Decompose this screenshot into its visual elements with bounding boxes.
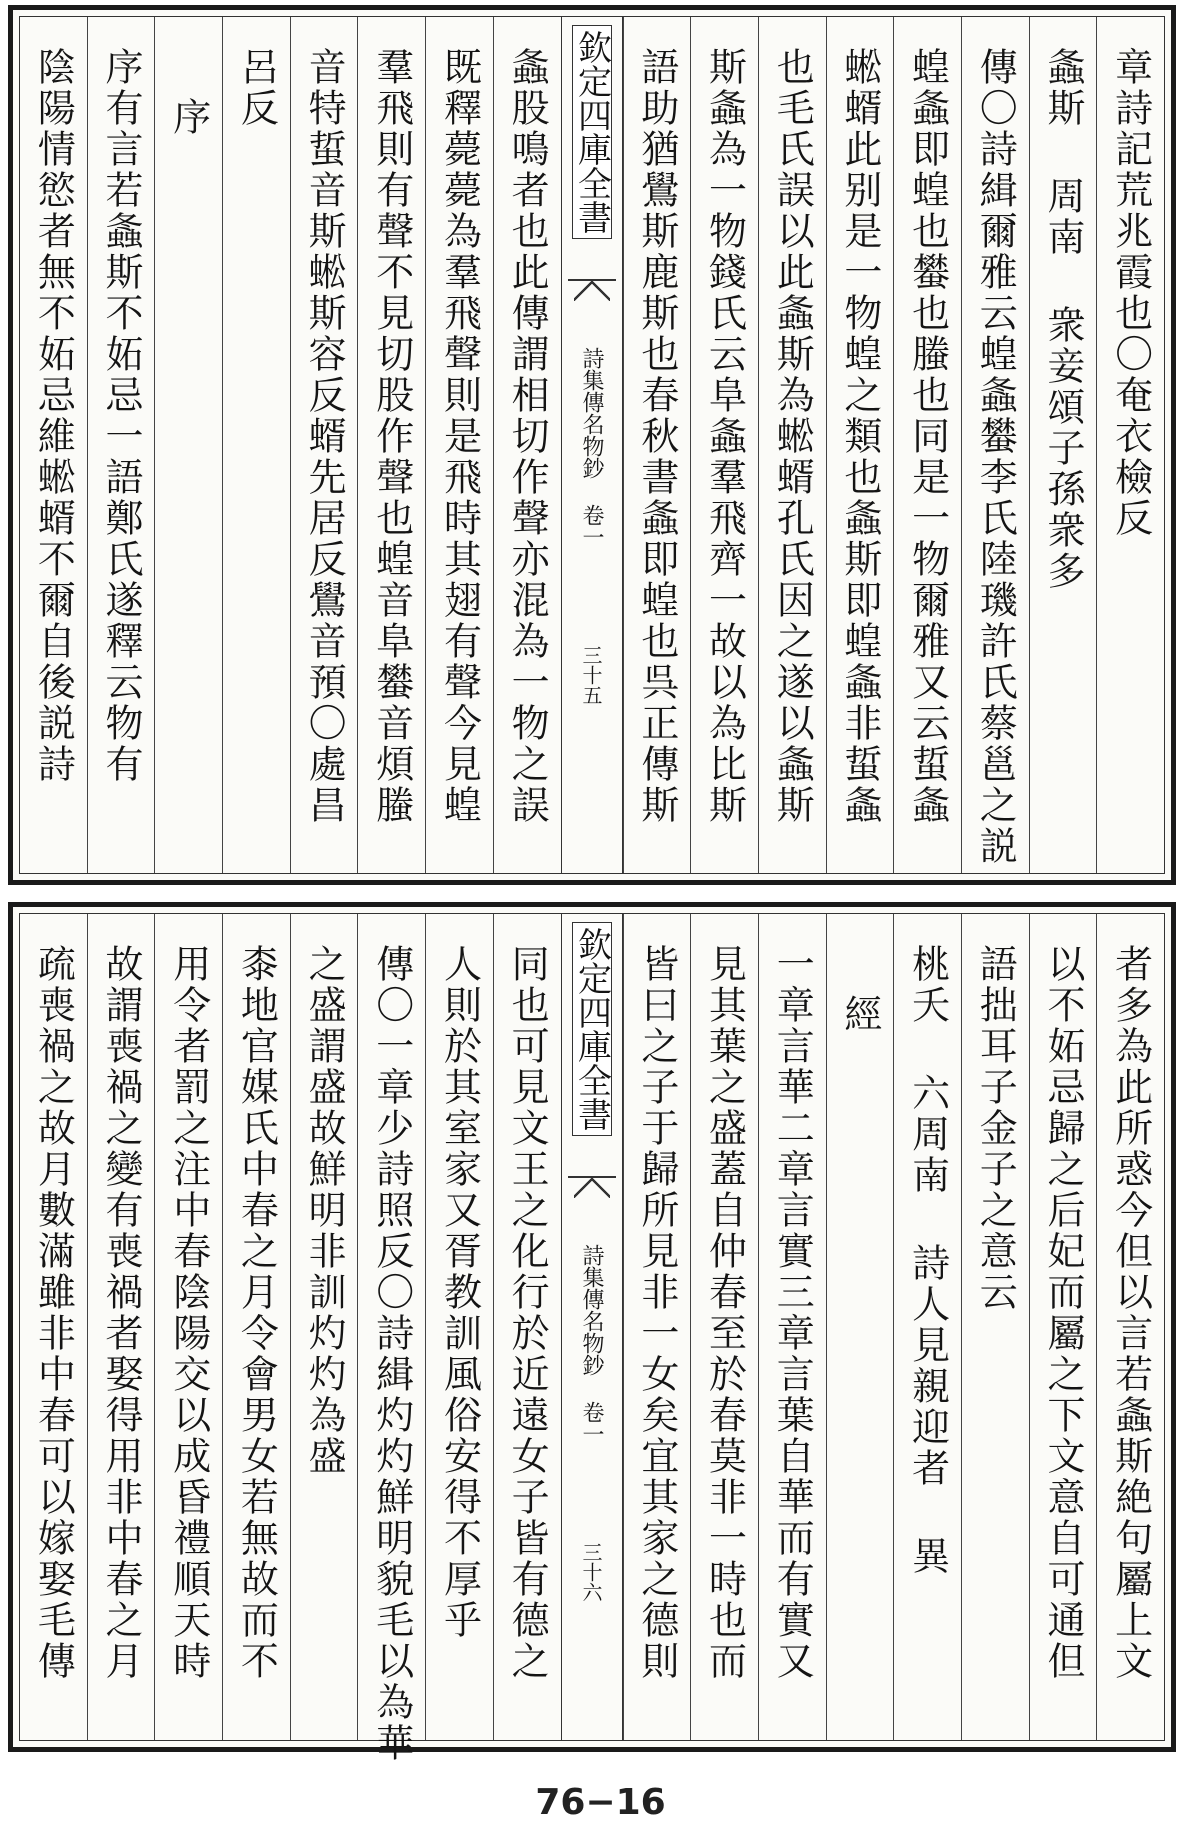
column-text: 也毛氏誤以此螽斯為蜙蝑孔氏因之遂以螽斯	[770, 47, 815, 826]
section-heading: 序	[166, 97, 211, 138]
column-text: 蜙蝑此别是一物蝗之類也螽斯即蝗螽非蜇螽	[837, 47, 882, 826]
text-column	[425, 914, 493, 1740]
column-text: 同也可見文王之化行於近遠女子皆有德之	[505, 944, 550, 1682]
column-text: 人則於其室家又胥教訓風俗安得不厚乎	[437, 944, 482, 1641]
text-column	[826, 17, 894, 873]
text-column	[623, 17, 691, 873]
column-text: 故謂喪禍之變有喪禍者娶得用非中春之月	[99, 944, 144, 1682]
text-column	[87, 914, 155, 1740]
section-heading: 經	[837, 994, 882, 1035]
text-column	[290, 914, 358, 1740]
spine-subtitle: 詩集傳名物鈔 卷一	[579, 347, 605, 548]
column-text: 音特蜇音斯蜙斯容反蝑先居反鷽音預〇處昌	[302, 47, 347, 826]
column-text: 蝗螽即蝗也蠜也螣也同是一物爾雅又云蜇螽	[905, 47, 950, 826]
top-page	[8, 5, 1176, 885]
text-column	[1029, 914, 1097, 1740]
column-text: 陰陽情慾者無不妬忌維蜙蝑不爾自後説詩	[31, 47, 76, 785]
column-text: 語拙耳子金子之意云	[973, 944, 1018, 1313]
column-text: 者多為此所惑今但以言若螽斯絶句屬上文	[1108, 944, 1153, 1682]
column-text: 用令者罰之注中春陰陽交以成昏禮順天時	[166, 944, 211, 1682]
bottom-page	[8, 902, 1176, 1764]
text-column	[758, 914, 826, 1740]
text-column	[826, 914, 894, 1740]
text-column	[20, 914, 87, 1740]
spine-page-number: 三十六	[579, 1542, 603, 1602]
column-text: 章詩記荒兆霞也〇奄衣檢反	[1108, 47, 1153, 539]
fish-tail-ornament	[568, 279, 616, 315]
text-column	[425, 17, 493, 873]
text-column	[690, 914, 758, 1740]
center-spine	[561, 914, 623, 1740]
column-text: 一章言華二章言實三章言葉自華而有實又	[770, 944, 815, 1682]
column-text: 呂反	[234, 47, 279, 129]
text-column	[222, 914, 290, 1740]
column-text: 斯螽為一物錢氏云阜螽羣飛齊一故以為比斯	[702, 47, 747, 826]
text-column	[893, 914, 961, 1740]
column-text: 螽斯 周南 衆妾頌子孫衆多	[1040, 47, 1085, 592]
text-column	[154, 17, 222, 873]
text-column	[893, 17, 961, 873]
column-text: 序有言若螽斯不妬忌一語鄭氏遂釋云物有	[99, 47, 144, 785]
text-column	[222, 17, 290, 873]
text-column	[1096, 914, 1164, 1740]
spine-subtitle: 詩集傳名物鈔 卷一	[579, 1244, 605, 1445]
column-text: 桼地官媒氏中春之月令會男女若無故而不	[234, 944, 279, 1682]
fish-tail-ornament	[568, 1176, 616, 1212]
text-column	[154, 914, 222, 1740]
spine-title: 欽定四庫全書	[572, 25, 612, 239]
footer-page-number: 76−16	[535, 1782, 666, 1823]
column-text: 傳〇詩緝爾雅云蝗螽蠜李氏陸璣許氏蔡邕之説	[973, 47, 1018, 867]
text-column	[623, 914, 691, 1740]
text-column	[20, 17, 87, 873]
column-text: 之盛謂盛故鮮明非訓灼灼為盛	[302, 944, 347, 1477]
column-text: 既釋薨薨為羣飛聲則是飛時其翅有聲今見蝗	[437, 47, 482, 826]
text-column	[357, 914, 425, 1764]
text-column	[493, 17, 561, 873]
top-page-frame	[19, 16, 1165, 874]
column-text: 桃夭 六周南 詩人見親迎者 異	[905, 944, 950, 1577]
column-text: 見其葉之盛蓋自仲春至於春莫非一時也而	[702, 944, 747, 1682]
text-column	[961, 914, 1029, 1740]
text-column	[87, 17, 155, 873]
column-text: 語助猶鷽斯鹿斯也春秋書螽即蝗也呉正傳斯	[634, 47, 679, 826]
column-text: 羣飛則有聲不見切股作聲也蝗音阜蠜音煩螣	[369, 47, 414, 826]
bottom-page-frame	[19, 913, 1165, 1764]
text-column	[493, 914, 561, 1740]
center-spine	[561, 17, 623, 873]
column-text: 螽股鳴者也此傳謂相切作聲亦混為一物之誤	[505, 47, 550, 826]
text-column	[357, 17, 425, 873]
text-column	[290, 17, 358, 873]
text-column	[1096, 17, 1164, 873]
text-column	[1029, 17, 1097, 873]
text-column	[758, 17, 826, 873]
spine-page-number: 三十五	[579, 645, 603, 705]
spine-title: 欽定四庫全書	[572, 922, 612, 1136]
text-column	[690, 17, 758, 873]
column-text: 疏喪禍之故月數滿雖非中春可以嫁娶毛傳	[31, 944, 76, 1682]
column-text: 皆曰之子于歸所見非一女矣宜其家之德則	[634, 944, 679, 1682]
column-text: 傳〇一章少詩照反〇詩緝灼灼鮮明貌毛以為華	[369, 944, 414, 1764]
column-text: 以不妬忌歸之后妃而屬之下文意自可通但	[1040, 944, 1085, 1682]
text-column	[961, 17, 1029, 873]
